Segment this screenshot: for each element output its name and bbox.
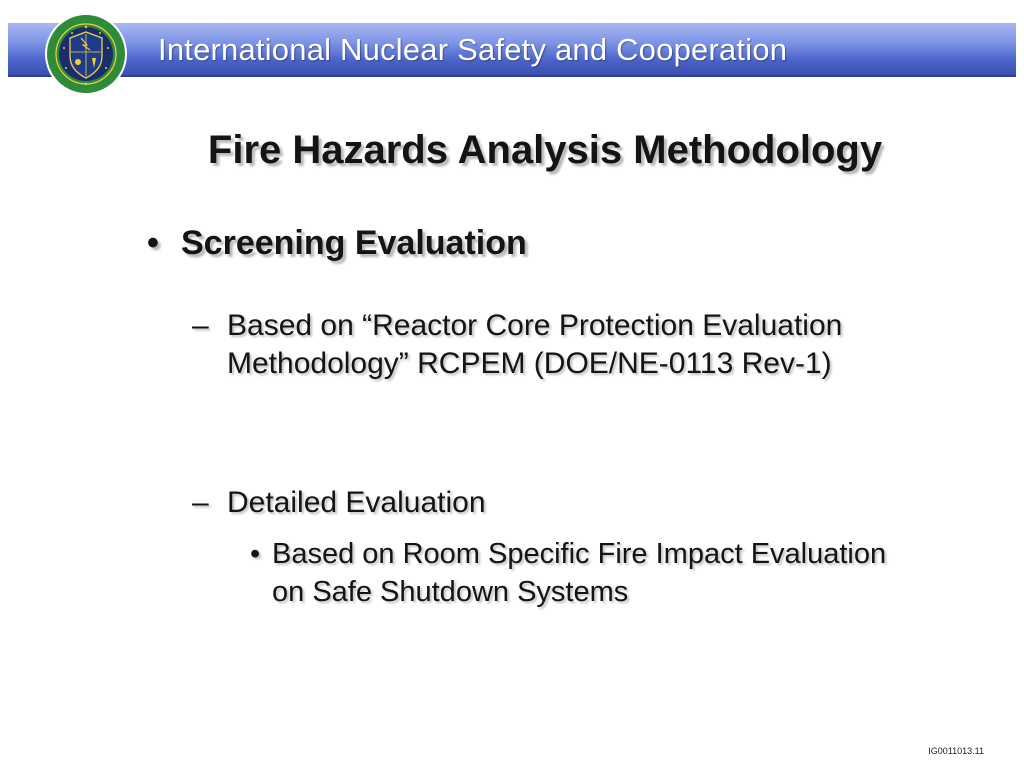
subitem-rcpem-basis xyxy=(192,307,917,383)
dot-marker: • xyxy=(250,538,261,570)
dash-marker: – xyxy=(192,486,209,519)
bullet-screening-evaluation xyxy=(147,224,527,263)
bullet-marker: • xyxy=(147,224,159,262)
doe-seal-logo xyxy=(44,12,128,96)
page-title: Fire Hazards Analysis Methodology xyxy=(207,128,883,172)
subsubitem-room-specific xyxy=(250,535,912,611)
subitem-detailed-evaluation xyxy=(192,484,917,522)
bullet-label: Screening Evaluation xyxy=(181,224,527,262)
subitem-text: Based on “Reactor Core Protection Evaluation Methodology” RCPEM (DOE/NE-0113 Rev-1) xyxy=(227,309,843,380)
header-title: International Nuclear Safety and Cooperation xyxy=(158,32,788,67)
dash-marker: – xyxy=(192,309,209,342)
subsubitem-text: Based on Room Specific Fire Impact Evaluation on Safe Shutdown Systems xyxy=(272,538,887,608)
slide-code: IG0011013.11 xyxy=(928,746,984,756)
subitem-text: Detailed Evaluation xyxy=(227,486,486,519)
